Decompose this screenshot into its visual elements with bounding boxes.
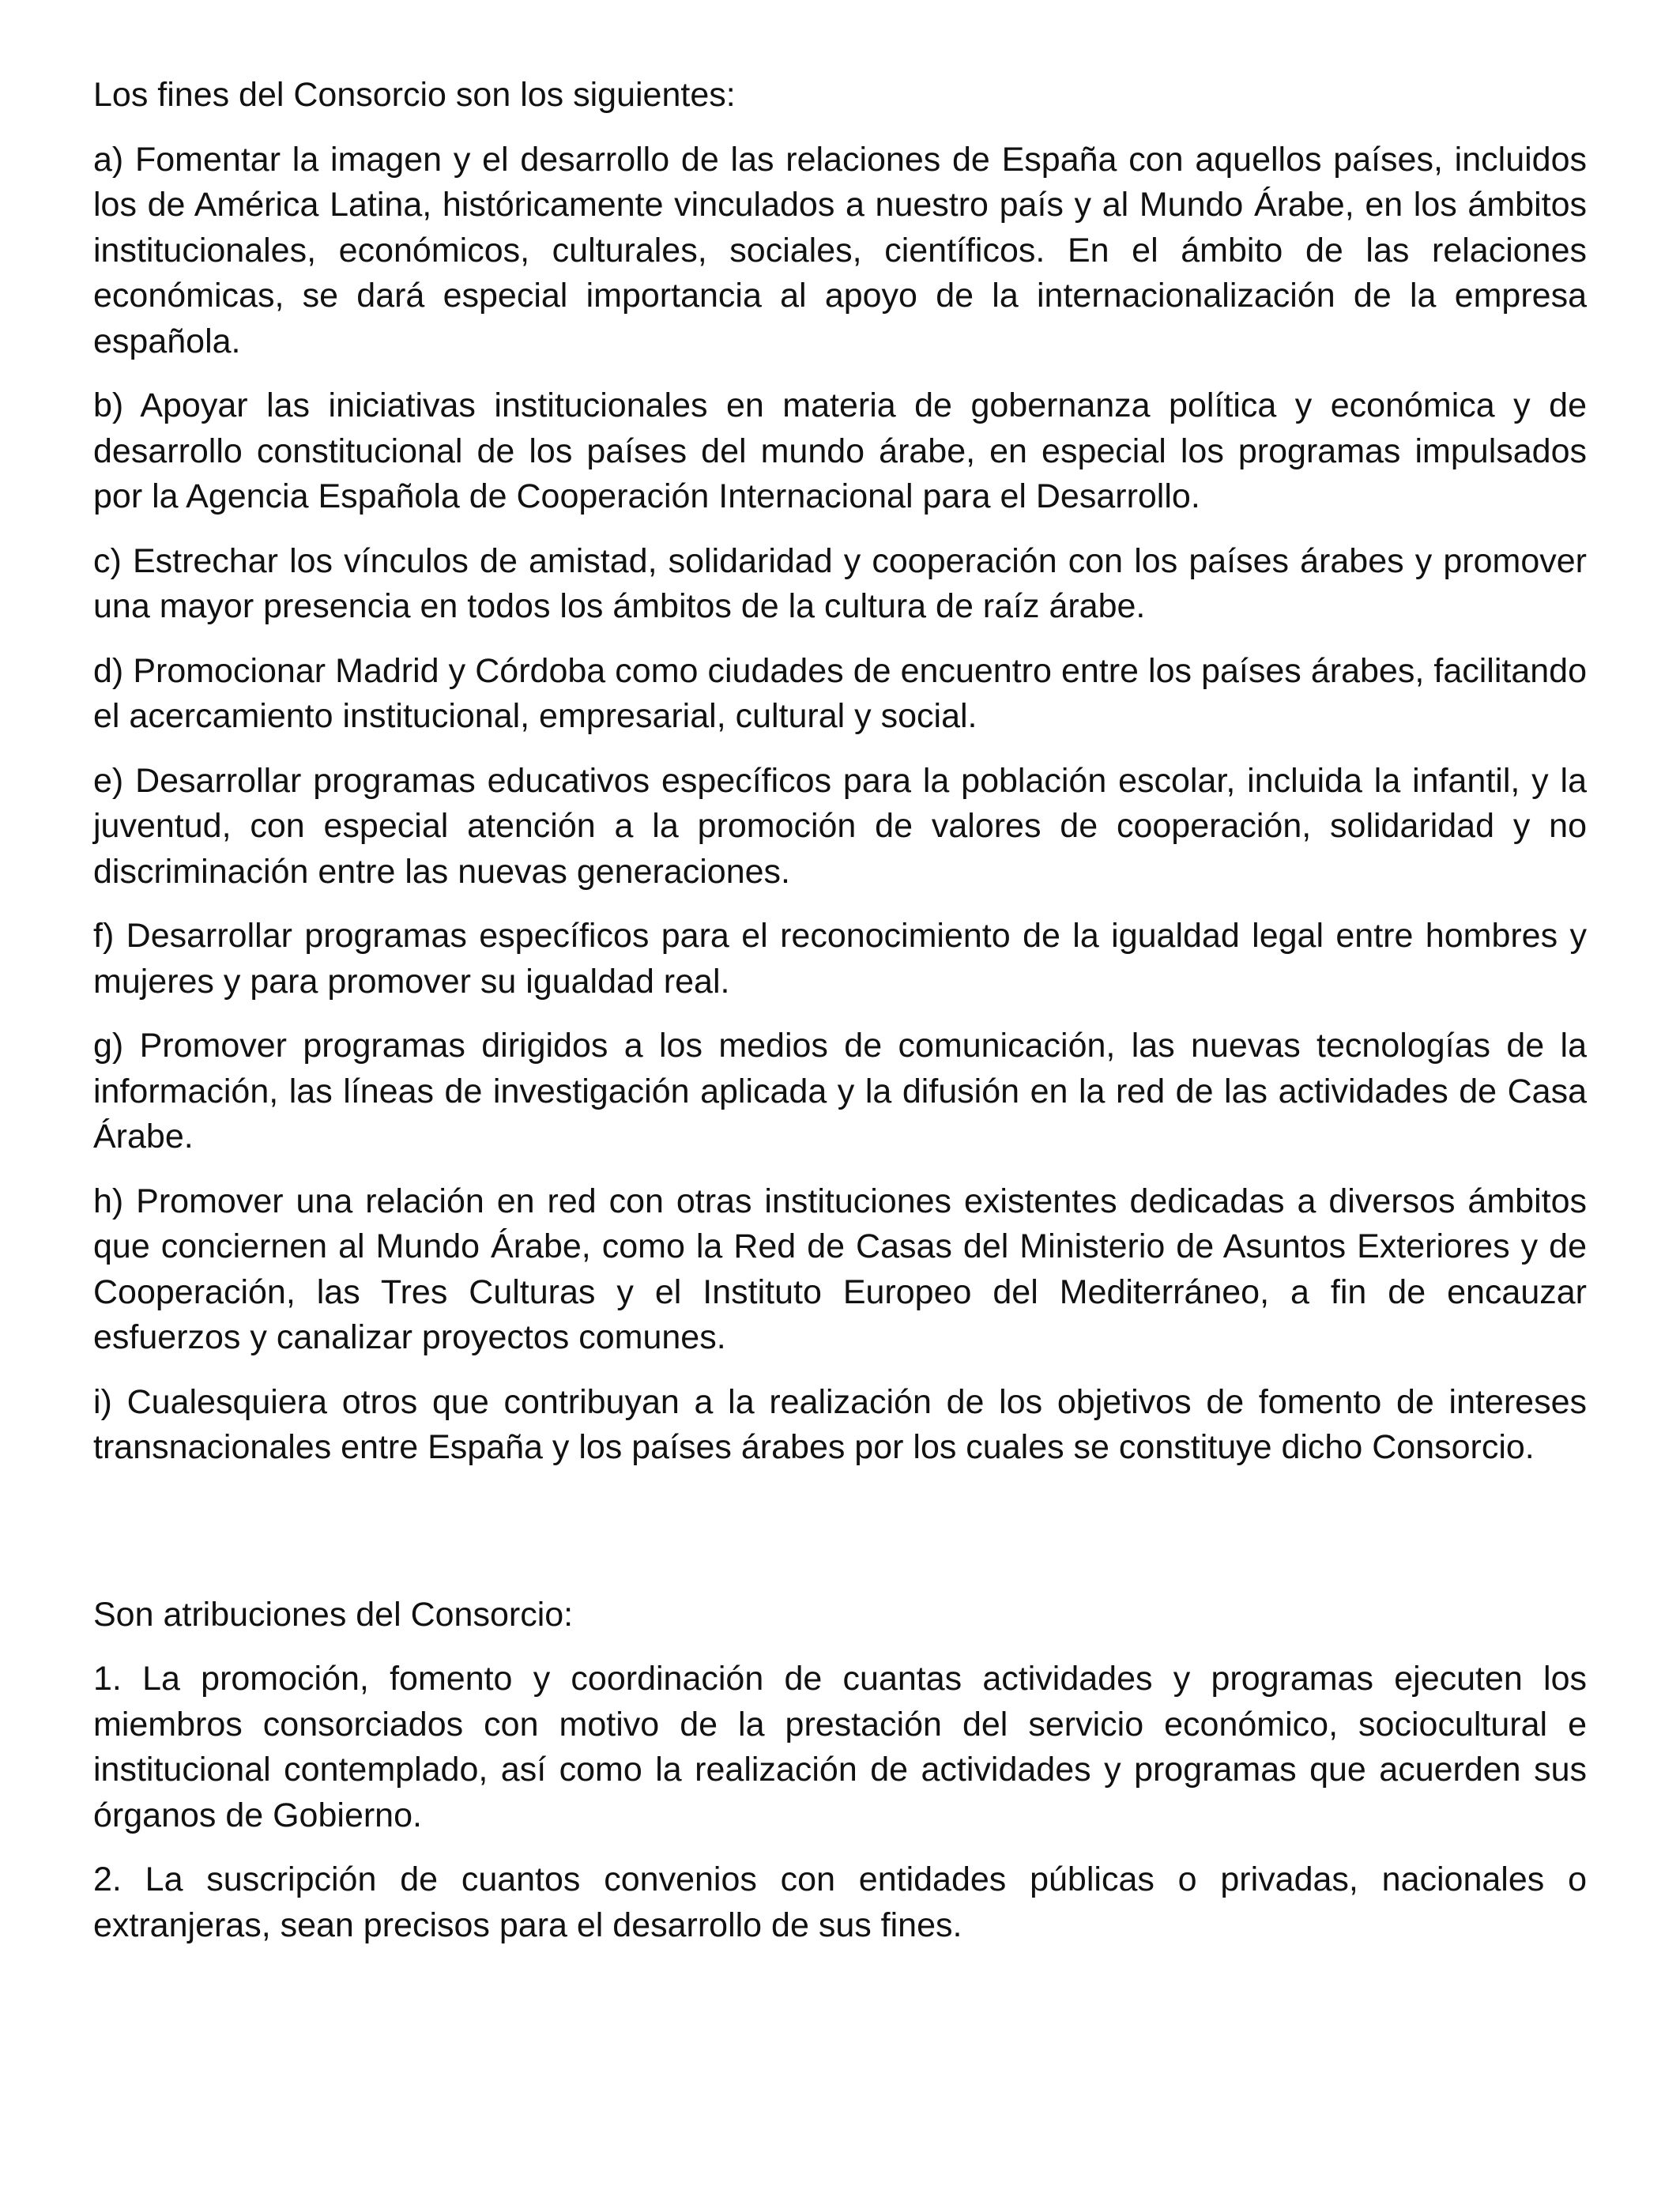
fines-section: [93, 73, 1587, 1471]
fines-heading: Los fines del Consorcio son los siguientes:: [93, 76, 736, 114]
section-spacer: [93, 1490, 1587, 1593]
fines-item-i: i) Cualesquiera otros que contribuyan a la realización de los objetivos de fomento de intereses transnacionales entre España y los países árabes por los cuales se constituye dicho Consorcio.: [93, 1382, 1587, 1466]
fines-item-h: h) Promover una relación en red con otras instituciones existentes dedicadas a diversos ámbitos que conciernen al Mundo Árabe, como la Red de Casas del Ministerio de Asuntos Exteriores y de Cooperación, las Tres Culturas y el Instituto Europeo del Mediterráneo, a fin de encauzar esfuerzos y canalizar proyectos comunes.: [93, 1182, 1587, 1356]
fines-item-d: d) Promocionar Madrid y Córdoba como ciudades de encuentro entre los países árabes, facilitando el acercamiento institucional, empresarial, cultural y social.: [93, 651, 1587, 735]
atribuciones-section: [93, 1593, 1587, 1949]
atribuciones-item-2: 2. La suscripción de cuantos convenios con entidades públicas o privadas, nacionales o extranjeras, sean precisos para el desarrollo de sus fines.: [93, 1860, 1587, 1944]
atribuciones-item-1: 1. La promoción, fomento y coordinación de cuantas actividades y programas ejecuten los miembros consorciados con motivo de la prestación del servicio económico, sociocultural e institucional contemplado, así como la realización de actividades y programas que acuerden sus órganos de Gobierno.: [93, 1660, 1587, 1834]
fines-item-b: b) Apoyar las iniciativas institucionales en materia de gobernanza política y económica y de desarrollo constitucional de los países del mundo árabe, en especial los programas impulsados por la Agencia Española de Cooperación Internacional para el Desarrollo.: [93, 386, 1587, 515]
fines-item-e: e) Desarrollar programas educativos específicos para la población escolar, incluida la infantil, y la juventud, con especial atención a la promoción de valores de cooperación, solidaridad y no discriminación entre las nuevas generaciones.: [93, 761, 1587, 891]
atribuciones-heading: Son atribuciones del Consorcio:: [93, 1595, 574, 1634]
fines-item-a: a) Fomentar la imagen y el desarrollo de las relaciones de España con aquellos países, incluidos los de América Latina, históricamente vinculados a nuestro país y al Mundo Árabe, en los ámbitos institucionales, económicos, culturales, sociales, científicos. En el ámbito de las relaciones económicas, se dará especial importancia al apoyo de la internacionalización de la empresa española.: [93, 140, 1587, 360]
fines-item-c: c) Estrechar los vínculos de amistad, solidaridad y cooperación con los países árabes y promover una mayor presencia en todos los ámbitos de la cultura de raíz árabe.: [93, 541, 1587, 625]
fines-item-g: g) Promover programas dirigidos a los medios de comunicación, las nuevas tecnologías de la información, las líneas de investigación aplicada y la difusión en la red de las actividades de Casa Árabe.: [93, 1027, 1587, 1155]
fines-item-f: f) Desarrollar programas específicos para el reconocimiento de la igualdad legal entre hombres y mujeres y para promover su igualdad real.: [93, 917, 1587, 1001]
document-page: [93, 73, 1587, 1967]
